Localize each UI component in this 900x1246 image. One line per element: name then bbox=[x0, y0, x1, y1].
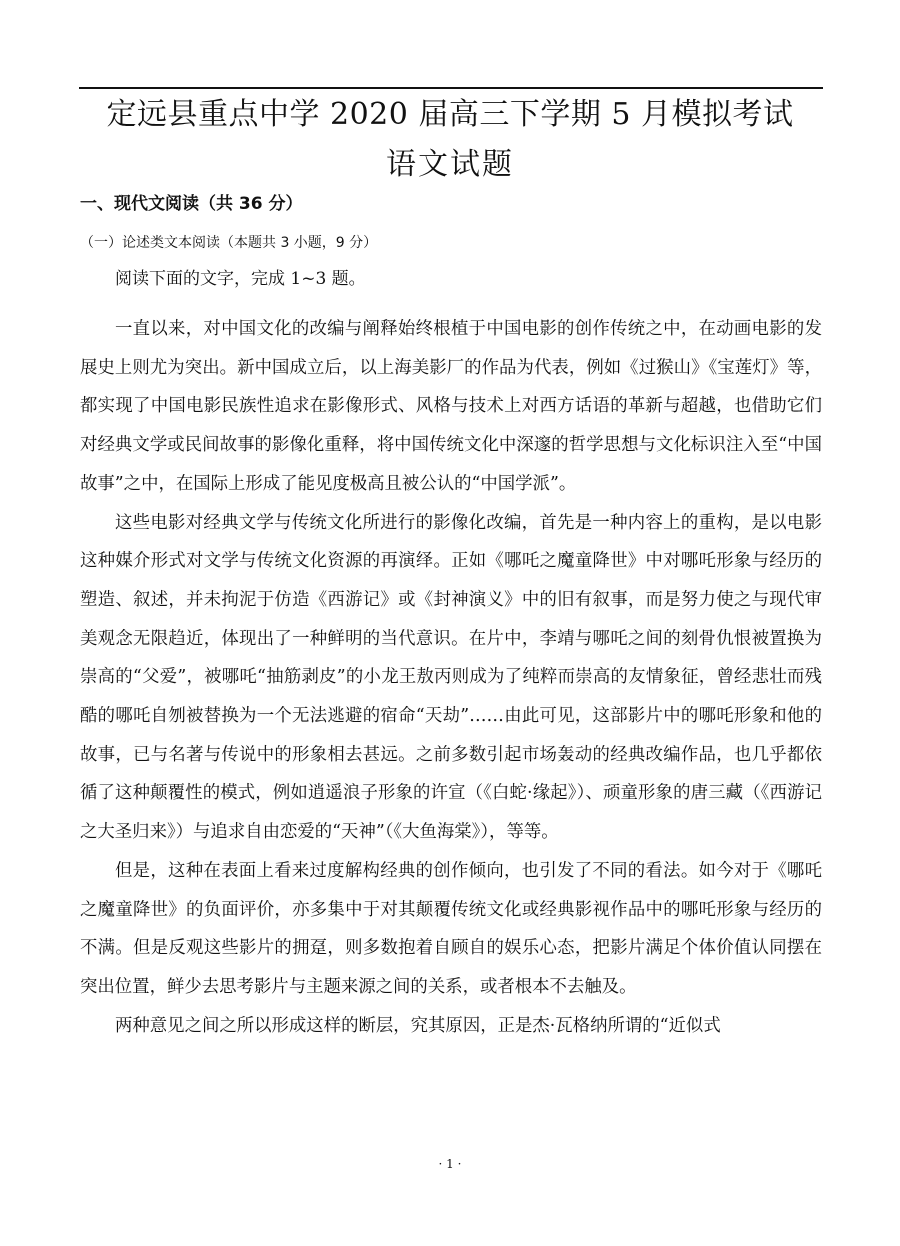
subsection-heading: （一）论述类文本阅读（本题共 3 小题，9 分） bbox=[80, 235, 378, 251]
passage-paragraph: 但是，这种在表面上看来过度解构经典的创作倾向，也引发了不同的看法。如今对于《哪吒之魔童降世》的负面评价，亦多集中于对其颠覆传统文化或经典影视作品中的哪吒形象与经历的不满。但是反观这些影片的拥趸，则多数抱着自顾自的娱乐心态，把影片满足个体价值认同摆在突出位置，鲜少去思考影片与主题来源之间的关系，或者根本不去触及。 bbox=[80, 860, 822, 997]
exam-title: 定远县重点中学 2020 届高三下学期 5 月模拟考试 bbox=[106, 97, 794, 132]
reading-passage bbox=[80, 310, 822, 1046]
section-heading: 一、现代文阅读（共 36 分） bbox=[80, 194, 303, 214]
passage-paragraph: 两种意见之间之所以形成这样的断层，究其原因，正是杰·瓦格纳所谓的“近似式 bbox=[115, 1015, 721, 1036]
top-rule bbox=[79, 87, 823, 89]
passage-paragraph: 一直以来，对中国文化的改编与阐释始终根植于中国电影的创作传统之中，在动画电影的发展史上则尤为突出。新中国成立后，以上海美影厂的作品为代表，例如《过猴山》《宝莲灯》等，都实现了中国电影民族性追求在影像形式、风格与技术上对西方话语的革新与超越，也借助它们对经典文学或民间故事的影像化重释，将中国传统文化中深邃的哲学思想与文化标识注入至“中国故事”之中，在国际上形成了能见度极高且被公认的“中国学派”。 bbox=[80, 319, 822, 494]
passage-paragraph: 这些电影对经典文学与传统文化所进行的影像化改编，首先是一种内容上的重构，是以电影这种媒介形式对文学与传统文化资源的再演绎。正如《哪吒之魔童降世》中对哪吒形象与经历的塑造、叙述，并未拘泥于仿造《西游记》或《封神演义》中的旧有叙事，而是努力使之与现代审美观念无限趋近，体现出了一种鲜明的当代意识。在片中，李靖与哪吒之间的刻骨仇恨被置换为崇高的“父爱”，被哪吒“抽筋剥皮”的小龙王敖丙则成为了纯粹而崇高的友情象征，曾经悲壮而残酷的哪吒自刎被替换为一个无法逃避的宿命“天劫”……由此可见，这部影片中的哪吒形象和他的故事，已与名著与传说中的形象相去甚远。之前多数引起市场轰动的经典改编作品，也几乎都依循了这种颠覆性的模式，例如逍遥浪子形象的许宣（《白蛇·缘起》）、顽童形象的唐三藏（《西游记之大圣归来》）与追求自由恋爱的“天神”（《大鱼海棠》），等等。 bbox=[80, 512, 822, 843]
reading-instruction: 阅读下面的文字，完成 1~3 题。 bbox=[115, 269, 366, 289]
page-number: · 1 · bbox=[438, 1157, 462, 1171]
subject-title: 语文试题 bbox=[386, 147, 514, 182]
